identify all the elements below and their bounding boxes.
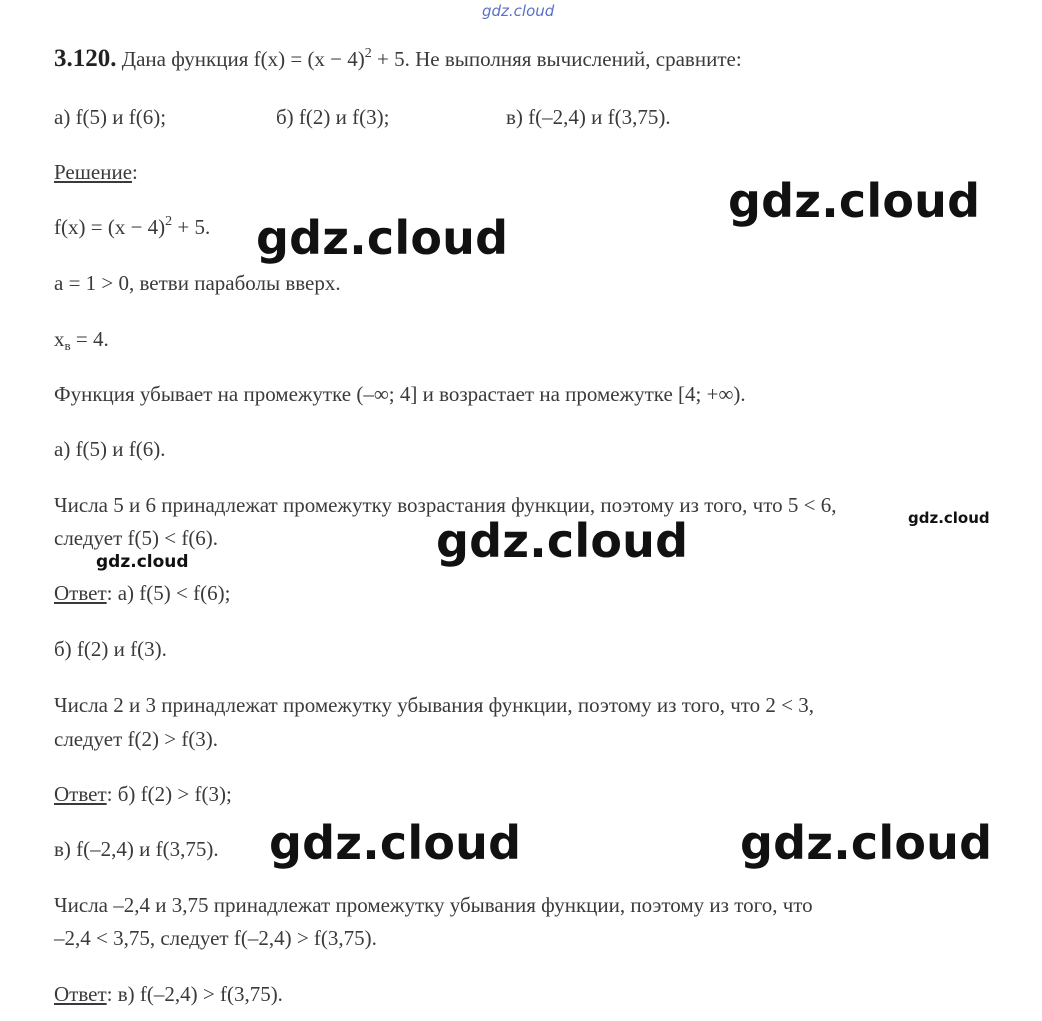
- part-c-text-1: Числа –2,4 и 3,75 принадлежат промежутку убывания функции, поэтому из того, что: [54, 893, 813, 917]
- part-b-title: б) f(2) и f(3).: [54, 637, 167, 661]
- answer-c-value: : в) f(–2,4) > f(3,75).: [106, 982, 283, 1006]
- statement-exponent: 2: [364, 46, 372, 61]
- vertex-value: = 4.: [70, 327, 109, 351]
- answer-label-b: Ответ: [54, 782, 107, 806]
- part-b-text-1: Числа 2 и 3 принадлежат промежутку убывания функции, поэтому из того, что 2 < 3,: [54, 693, 814, 717]
- part-b-answer: [54, 781, 232, 807]
- watermark-big-4: gdz.cloud: [269, 816, 522, 870]
- watermark-small-2: gdz.cloud: [96, 552, 189, 572]
- solution-heading-colon: :: [132, 160, 138, 184]
- answer-a-value: : а) f(5) < f(6);: [106, 581, 231, 605]
- formula-suffix: + 5.: [172, 215, 211, 239]
- solution-heading-text: Решение: [54, 160, 133, 184]
- coefficient-line: a = 1 > 0, ветви параболы вверх.: [54, 271, 341, 295]
- formula-prefix: f(x) = (x − 4): [54, 215, 166, 239]
- formula-exponent: 2: [165, 214, 173, 229]
- part-a-text-2: следует f(5) < f(6).: [54, 526, 219, 550]
- monotonicity-line: Функция убывает на промежутке (–∞; 4] и возрастает на промежутке [4; +∞).: [54, 382, 746, 406]
- watermark-big-5: gdz.cloud: [740, 816, 993, 870]
- watermark-small-1: gdz.cloud: [908, 509, 990, 527]
- problem-parts: [54, 104, 954, 130]
- watermark-big-3: gdz.cloud: [436, 514, 689, 568]
- solution-formula: [54, 214, 210, 240]
- statement-suffix: + 5. Не выполняя вычислений, сравните:: [371, 47, 742, 71]
- solution-heading: [54, 159, 138, 185]
- part-a-text-1: Числа 5 и 6 принадлежат промежутку возрастания функции, поэтому из того, что 5 < 6,: [54, 493, 837, 517]
- part-c-answer: [54, 981, 283, 1007]
- part-c-title: в) f(–2,4) и f(3,75).: [54, 837, 219, 861]
- answer-label-a: Ответ: [54, 581, 107, 605]
- statement-prefix: Дана функция f(x) = (x − 4): [121, 47, 365, 71]
- vertex-line: [54, 326, 109, 352]
- vertex-subscript: в: [64, 338, 71, 353]
- answer-label-c: Ответ: [54, 982, 107, 1006]
- part-b-text-2: следует f(2) > f(3).: [54, 727, 219, 751]
- watermark-top: gdz.cloud: [482, 2, 555, 20]
- problem-part-c: в) f(–2,4) и f(3,75).: [506, 105, 671, 129]
- problem-part-a: а) f(5) и f(6);: [54, 105, 167, 129]
- problem-part-b: б) f(2) и f(3);: [276, 105, 390, 129]
- answer-b-value: : б) f(2) > f(3);: [106, 782, 232, 806]
- part-a-title: а) f(5) и f(6).: [54, 437, 166, 461]
- watermark-big-1: gdz.cloud: [728, 174, 981, 228]
- part-a-answer: [54, 580, 230, 606]
- problem-statement: [54, 46, 742, 72]
- watermark-big-2: gdz.cloud: [256, 211, 509, 265]
- vertex-x: x: [54, 327, 65, 351]
- part-c-text-2: –2,4 < 3,75, следует f(–2,4) > f(3,75).: [54, 926, 377, 950]
- problem-number: 3.120.: [54, 45, 117, 72]
